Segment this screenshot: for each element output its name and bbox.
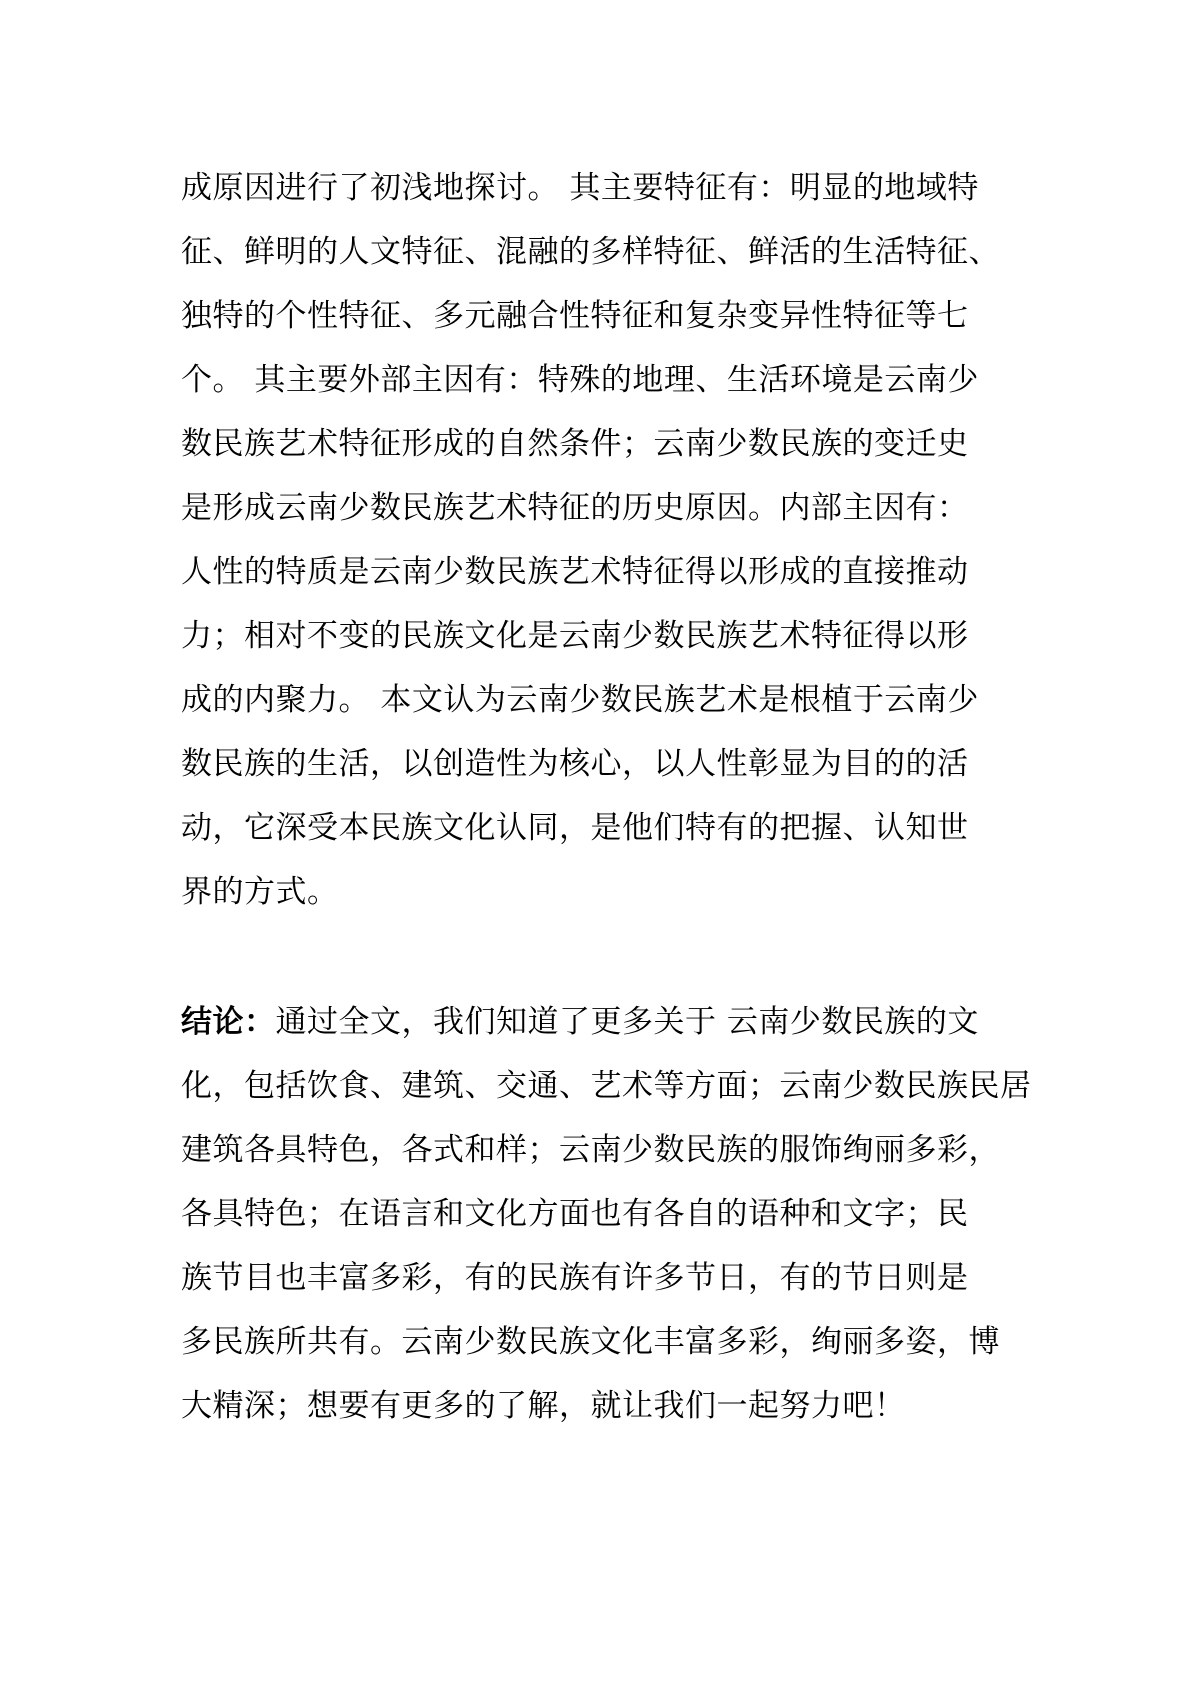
conclusion-line: 多民族所共有。云南少数民族文化丰富多彩，绚丽多姿，博	[181, 1324, 1000, 1360]
paragraph-line: 成的内聚力。 本文认为云南少数民族艺术是根植于云南少	[181, 682, 979, 718]
conclusion-line: 化，包括饮食、建筑、交通、艺术等方面；云南少数民族民居	[181, 1068, 1032, 1104]
paragraph-line: 数民族的生活，以创造性为核心，以人性彰显为目的的活	[181, 746, 969, 782]
paragraph-line: 是形成云南少数民族艺术特征的历史原因。内部主因有：	[181, 490, 969, 526]
conclusion-line: 各具特色；在语言和文化方面也有各自的语种和文字；民	[181, 1196, 969, 1232]
paragraph-line: 数民族艺术特征形成的自然条件；云南少数民族的变迁史	[181, 426, 969, 462]
paragraph-line: 征、鲜明的人文特征、混融的多样特征、鲜活的生活特征、	[181, 234, 1000, 270]
conclusion-line: 建筑各具特色，各式和样；云南少数民族的服饰绚丽多彩，	[181, 1132, 1000, 1168]
conclusion-label: 结论：	[181, 1004, 276, 1040]
conclusion-first-line	[181, 990, 1021, 1054]
conclusion-line: 大精深；想要有更多的了解，就让我们一起努力吧！	[181, 1388, 906, 1424]
paragraph-line: 独特的个性特征、多元融合性特征和复杂变异性特征等七	[181, 298, 969, 334]
body-paragraph	[181, 156, 1021, 924]
paragraph-line: 人性的特质是云南少数民族艺术特征得以形成的直接推动	[181, 554, 969, 590]
paragraph-line: 动，它深受本民族文化认同，是他们特有的把握、认知世	[181, 810, 969, 846]
paragraph-line: 力；相对不变的民族文化是云南少数民族艺术特征得以形	[181, 618, 969, 654]
conclusion-paragraph	[181, 990, 1032, 1438]
paragraph-line: 个。 其主要外部主因有：特殊的地理、生活环境是云南少	[181, 362, 979, 398]
paragraph-line: 成原因进行了初浅地探讨。 其主要特征有：明显的地域特	[181, 170, 979, 206]
conclusion-line: 族节目也丰富多彩，有的民族有许多节日，有的节日则是	[181, 1260, 969, 1296]
conclusion-first-line-text: 通过全文，我们知道了更多关于 云南少数民族的文	[275, 1004, 979, 1040]
paragraph-line: 界的方式。	[181, 874, 339, 910]
